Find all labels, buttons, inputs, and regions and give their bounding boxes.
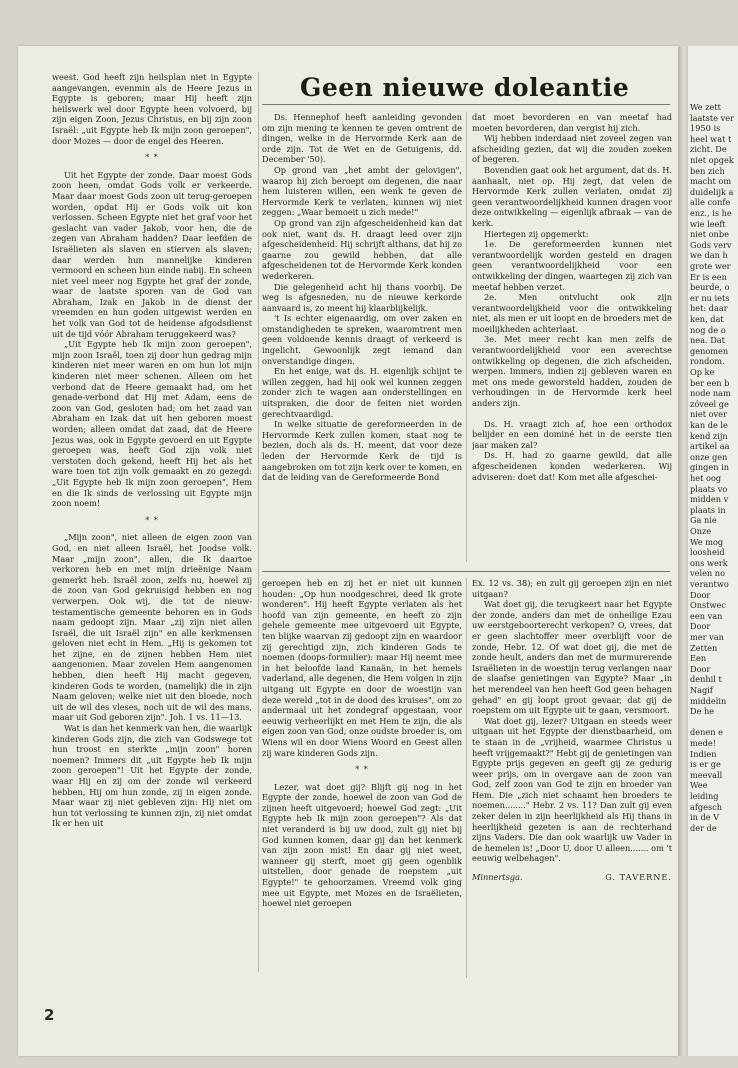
right-page-line: niet opgek: [690, 155, 734, 165]
right-page-line: Indien: [690, 748, 717, 759]
right-page-line: plaats vo: [690, 483, 728, 494]
right-page-line: Gods verv: [690, 239, 732, 250]
right-page-line: Onstwec: [690, 600, 726, 611]
right-page-line: kan de le: [690, 420, 728, 430]
right-page-line: loosheid: [690, 547, 725, 558]
right-page-line: middelin: [690, 695, 727, 706]
col2-paragraph: Die gelegenheid acht hij thans voorbij. De weg is afgesneden, nu de nieuwe kerkorde aanvaard is, zo meent hij klaarblijkelijk.: [262, 281, 462, 313]
right-page-line: De he: [690, 706, 715, 717]
right-page-line: verantwo: [690, 579, 729, 589]
right-page-line: rondom.: [690, 356, 725, 367]
col1-paragraph: „Mijn zoon", niet alleen de eigen zoon van God, en niet alleen Israël, het Joodse volk. Maar „mijn zoon", allen, die Ik daartoe verkoren heb en met mijn drieënige Naam gemerkt heb. Israël zoon, zelfs nu, hoewel zij de zoon van God gekruisigd hebben en nog verwerpen. Ook wij, die tot de nieuw-testamentische gemeente behoren en in Gods naam gedoopt zijn. Maar „zij zijn niet allen Israël, die uit Israël zijn" en alle kerkmensen geloven niet echt in Hem. „Hij is gekomen tot het zijne, en de zijnen hebben Hem niet aangenomen. Maar zovelen Hem aangenomen hebben, dien heeft Hij macht gegeven, kinderen Gods te worden, (namelijk) die in zijn Naam geloven; welke niet uit den bloede, noch uit de wil des vleses, noch uit de wil des mans, maar uit God geboren zijn". Joh. 1 vs. 11—13.: [52, 532, 252, 723]
right-page-line: Door: [690, 663, 711, 674]
right-page-line: denhil t: [690, 674, 722, 685]
right-page-line: afgesch: [690, 801, 723, 812]
right-page-line: onze gen: [690, 451, 728, 462]
col3-paragraph: dat moet bevorderen en van meetaf had moeten bevorderen, dan vergist hij zich.: [472, 112, 672, 133]
col2-paragraph: Op grond van zijn afgescheidenheid kan dat ook niet, want ds. H. draagt leed over zijn afgescheidenheid. Hij schrijft althans, dat hij zo gaarne zou gewild hebben, dat alle afgescheidenen tot de Hervormde Kerk konden wederkeren.: [262, 217, 462, 281]
right-page-line: niet onbe: [690, 229, 729, 240]
right-page-line: laatste ver: [690, 112, 734, 123]
right-page-line: we dan h: [690, 250, 728, 261]
col2-paragraph: 't Is echter eigenaardig, om over zaken en omstandigheden te spreken, waaromtrent men geen voldoende kennis draagt of verkeerd is ingelicht. Gewoonlijk zegt iemand dan onverstandige dingen.: [262, 313, 462, 366]
right-page-line: node nam: [690, 388, 731, 399]
right-page-line: 1950 is: [690, 123, 721, 134]
right-page-line: nea. Dat: [690, 335, 725, 346]
column-rule: [466, 578, 467, 978]
right-page-line: meevall: [690, 769, 723, 780]
right-page-line: wie leeft: [690, 218, 726, 229]
right-page-line: in de V: [690, 812, 720, 823]
right-page-line: genomen: [690, 345, 729, 356]
col1-paragraph: „Uit Egypte heb Ik mijn zoon geroepen", mijn zoon Israël, toen zij door hun gedrag mijn kinderen niet meer waren en om hun lot mijn kinderen niet meer schenen. Alleen om het verbond dat de Heere gemaakt had, om het genade-verbond dat Hij met Adam, eens de zoon van God, gesloten had; om het zaad van Abraham en Izak dat uit hen geboren moest worden; alleen omdat dat zaad, dat de Heere Jezus was, ook in Egypte gevoerd en uit Egypte geroepen was, heeft God zijn volk niet verstoten doch gekend, heeft Hij het als het ware toen tot zijn volk gemaakt en zo gezegd: „Uit Egypte heb Ik mijn zoon geroepen", Hem en die Ik sinds de verlossing uit Egypte mijn zoon noem!: [52, 339, 252, 509]
right-page-line: ber een b: [690, 377, 730, 388]
column-rule: [466, 112, 467, 562]
right-page-line: Onze: [690, 526, 712, 536]
column-5: [472, 578, 672, 988]
column-4: [262, 578, 462, 988]
right-page-line: kend zijn: [690, 430, 728, 441]
right-page-line: alle confe: [690, 197, 731, 208]
right-page-line: het oog: [690, 473, 722, 483]
right-page-line: ken, dat: [690, 314, 724, 324]
right-page-line: Er is een: [690, 271, 727, 282]
col4-paragraph: Lezer, wat doet gij? Blijft gij nog in het Egypte der zonde, hoewel de zoon van God de zijnen heeft uitgevoerd; hoewel God zegt: „Uit Egypte heb Ik mijn zoon geroepen"? Als dat niet veranderd is bij uw dood, zult gij niet bij God kunnen komen, daar gij dan het kenmerk van zijn zoon mist! En daar gij niet weet, wanneer gij sterft, moet gij geen ogenblik uitstellen, door genade de roepstem „uit Egypte!" te gehoorzamen. Vreemd volk ging mee uit Egypte, met Mozes en de Israëlieten, hoewel niet geroepen: [262, 781, 462, 909]
section-divider: * *: [145, 153, 159, 163]
signature: [472, 872, 672, 883]
col5-paragraph: Ex. 12 vs. 38); en zult gij geroepen zijn en niet uitgaan?: [472, 578, 672, 599]
col1-paragraph: Wat is dan het kenmerk van hen, die waarlijk kinderen Gods zijn, die zich van Godswege tot hun troost en sterkte „mijn zoon" horen noemen? Immers dit „uit Egypte heb Ik mijn zoon geroepen"! Uit het Egypte der zonde, waar Hij en zij om der zonde wil verkeerd hebben, Hij om hun zonde, zij in eigen zonde. Maar waar zij niet gebleven zijn: Hij niet om hun tot verlossing te kunnen zijn, zij niet omdat Ik er hen uit: [52, 723, 252, 829]
right-page-line: enz., is he: [690, 208, 732, 218]
right-page-line: Wee: [690, 780, 708, 791]
col1-paragraph: weest. God heeft zijn heilsplan niet in Egypte aangevangen, evenmin als de Heere Jezus in Egypte is geboren; maar Hij heeft zijn heilswerk wel door Egypte heen volvoerd, bij zijn eigen Zoon, Jezus Christus, en bij zijn zoon Israël: „uit Egypte heb Ik mijn zoon geroepen", door Mozes — door de engel des Heeren.: [52, 72, 252, 146]
right-page-line: zicht. De: [690, 144, 727, 155]
right-page-line: nog de o: [690, 324, 726, 335]
col2-paragraph: En het enige, wat ds. H. eigenlijk schijnt te willen zeggen, had hij ook wel kunnen zeggen zonder zich te wagen aan onderstellingen en uitspraken, die door de feiten niet worden gerechtvaardigd.: [262, 366, 462, 419]
page-number: 2: [44, 1006, 55, 1024]
right-page-line: heel wat t: [690, 133, 732, 144]
right-page-line: Door: [690, 621, 711, 632]
right-page-line: Nagif: [690, 685, 713, 695]
col3-paragraph: Bovendien gaat ook het argument, dat ds. H. aanhaalt, niet op. Hij zegt, dat velen de Hervormde Kerk zullen verlaten, omdat zij geen verantwoordelijkheid kunnen dragen voor deze ontwikkeling — eigenlijk afbraak — van de kerk.: [472, 164, 672, 228]
book-gutter: [678, 46, 688, 1056]
right-page-line: plaats in: [690, 504, 726, 515]
right-page-line: ons werk: [690, 557, 728, 568]
right-page-line: is er ge: [690, 759, 721, 770]
right-page-line: We zett: [690, 102, 721, 112]
col3-paragraph: Ds. H. vraagt zich af, hoe een orthodox belijder en een dominé het in de eerste tien jaar maken zal?: [472, 418, 672, 450]
column-2: [262, 112, 462, 562]
right-page-line: Door: [690, 589, 711, 600]
right-page-line: het: daar: [690, 303, 728, 314]
right-page-line: mede!: [690, 738, 716, 748]
right-page-line: We mog: [690, 536, 724, 547]
right-page-line: grote wer: [690, 261, 731, 271]
right-page-line: ben zich: [690, 165, 725, 176]
right-page-line: een van: [690, 610, 723, 621]
signature-author: G. TAVERNE.: [605, 872, 672, 883]
col4-paragraph: geroepen heb en zij het er niet uit kunnen houden: „Op hun noodgeschrei, deed Ik grote wonderen". Hij heeft Egypte verlaten als het hoofd van zijn gemeente, en heeft zo zijn gehele gemeente mee uitgevoerd uit Egypte, ten blijke waarvan zij gedoopt zijn en waardoor zij gerechtigd zijn, zich kinderen Gods te noemen (doops-formulier): maar Hij neemt mee in het beloofde land Kanaän, in het hemels vaderland, alle degenen, die Hem volgen in zijn uitgang uit Egypte en door de woestijn van deze wereld „tot in de dood des kruises", om zo andermaal uit het zondegraf opgestaan, voor eeuwig verheerlijkt en met Hem te zijn, die als eigen zoon van God, onze oudste broeder is, om Wiens wil en door Wiens Woord en Geest allen zij ware kinderen Gods zijn.: [262, 578, 462, 758]
col5-paragraph: Wat doet gij, die terugkeert naar het Egypte der zonde, anders dan met de onheilige Ezau uw eerstgeboorterecht verkopen? O, vrees, dat er geen slachtoffer meer overblijft voor de zonde, Hebr. 12. Of wat doet gij, die met de zonde heult, anders dan met de murmurerende Israëlieten in de woestijn terug verlangen naar de slaafse genietingen van Egypte? Maar „in het merendeel van hen heeft God geen behagen gehad" en gij loopt groot gevaar, dat gij de roepstem om uit Egypte uit te gaan, versmoort.: [472, 599, 672, 716]
right-page-line: duidelijk a: [690, 186, 734, 197]
right-page-line: mer van: [690, 632, 724, 642]
signature-place: Minnertsga.: [472, 872, 523, 883]
right-page-line: Op ke: [690, 367, 715, 377]
col3-paragraph: Wij hebben inderdaad niet zoveel zegen van afscheiding gezien, dat wij die zouden zoeken of begeren.: [472, 133, 672, 165]
col3-paragraph: 3e. Met meer recht kan men zelfs de verantwoordelijkheid voor een averechtse ontwikkeling op degenen, die zich afscheiden, werpen. Immers, indien zij gebleven waren en met ons mede geworsteld hadden, zouden de verhoudingen in de Hervormde kerk heel anders zijn.: [472, 334, 672, 409]
right-page-line: artikel aa: [690, 441, 730, 452]
right-page-line: beurde, o: [690, 282, 730, 293]
column-3: [472, 112, 672, 562]
section-divider: * *: [145, 515, 159, 525]
right-page-line: er nu iets: [690, 292, 730, 303]
col3-paragraph: 1e. De gereformeerden kunnen niet verantwoordelijk worden gesteld en dragen geen verantwoordelijkheid voor een ontwikkeling der dingen, waartegen zij zich van meetaf hebben verzet.: [472, 239, 672, 292]
right-page-line: velen no: [690, 568, 726, 579]
col2-paragraph: In welke situatie de gereformeerden in de Hervormde Kerk zullen komen, staat nog te bezien, doch als ds. H. meent, dat voor deze leden der Hervormde Kerk de tijd is aangebroken om tot zijn kerk over te komen, en dat de leiding van de Gereformeerde Bond: [262, 419, 462, 483]
title-rule: [262, 104, 670, 105]
right-page-line: Een: [690, 653, 707, 664]
column-1: [52, 72, 252, 987]
col3-paragraph: Hiertegen zij opgemerkt:: [484, 228, 589, 239]
col1-paragraph: Uit het Egypte der zonde. Daar moest Gods zoon heen, omdat Gods volk er verkeerde. Maar daar moest Gods zoon uit terug-geroepen worden, opdat Hij er Gods volk uit kon verlossen. Scheen Egypte niet het graf voor het geslacht van vader Jakob, voor hen, die de zegen van Abraham hadden? Daar leefden de Israëlieten als slaven en stierven als slaven; daar werden hun mannelijke kinderen vermoord en scheen hun einde nabij. En scheen niet veel meer nog Egypte het graf der zonde, waar de laatste sporen van de God van Abraham, Izak en Jakob in de dienst der vreemden en hun goden uitgewist werden en het volk van God tot de heidense afgodsdienst uit de tijd vóór Abraham teruggekeerd was?: [52, 169, 252, 339]
article-title: Geen nieuwe doleantie: [300, 73, 630, 102]
col3-paragraph: Ds. H. had zo gaarne gewild, dat alle afgescheidenen konden wederkeren. Wij adviseren: doet dat! Kom met alle afgeschei-: [472, 450, 672, 482]
right-page-line: der de: [690, 822, 717, 833]
section-divider: * *: [355, 765, 369, 775]
col2-paragraph: Op grond van „het ambt der gelovigen", waarop hij zich beroept om degenen, die naar hem luisteren willen, een wenk te geven de Hervormde Kerk te verlaten, kunnen wij niet zeggen: „Waar bemoeit u zich mede!": [262, 164, 462, 218]
right-page-line: gingen in: [690, 462, 729, 473]
right-page-line: Ga nie: [690, 515, 717, 526]
right-page-line: macht om: [690, 176, 732, 187]
col3-paragraph: 2e. Men ontvlucht ook zijn verantwoordelijkheid voor die ontwikkeling niet, als men er uit loopt en de broeders met de moeilijkheden achterlaat.: [472, 292, 672, 334]
right-page-line: midden v: [690, 494, 729, 505]
right-page-line: Zetten: [690, 642, 718, 653]
right-page-line: niet over: [690, 409, 727, 420]
column-rule: [258, 72, 259, 972]
col2-paragraph: Ds. Hennephof heeft aanleiding gevonden om zijn mening te kennen te geven omtrent de dingen, welke in de Hervormde Kerk aan de orde zijn. Tot de Wet en de Getuigenis, dd. December '50).: [262, 112, 462, 165]
right-page-line: denen e: [690, 727, 723, 738]
section-rule: [262, 571, 670, 572]
col5-paragraph: Wat doet gij, lezer? Uitgaan en steeds weer uitgaan uit het Egypte der dienstbaarheid, om te staan in de „vrijheid, waarmee Christus u heeft vrijgemaakt?" Hebt gij de genietingen van Egypte prijs gegeven en geeft gij ze gedurig weer prijs, om in overgave aan de zoon van God, zelf zoon van God te zijn en broeder van Hem. Die „zich niet schaamt hen broeders te noemen........" Hebr. 2 vs. 11? Dan zult gij even zeker delen in zijn heerlijkheid als Hij thans in heerlijkheid gezeten is aan de rechterhand zijns Vaders. Die dan ook waarlijk uw Vader in de hemelen is! „Door U, door U alleen....... om 't eeuwig welbehagen".: [472, 715, 672, 864]
right-page-line: zóveel ge: [690, 398, 729, 409]
right-page-line: leiding: [690, 791, 719, 801]
